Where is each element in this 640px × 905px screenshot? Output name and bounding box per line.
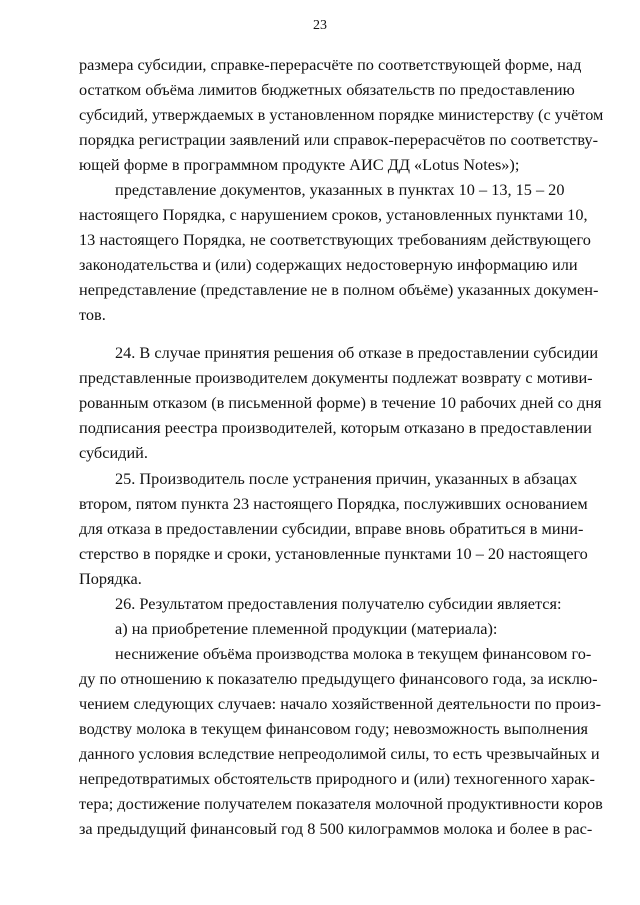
paragraph-25-26-results xyxy=(79,466,603,841)
text-line: чением следующих случаев: начало хозяйственной деятельности по произ- xyxy=(79,694,602,713)
text-line: настоящего Порядка, с нарушением сроков, установленных пунктами 10, xyxy=(79,205,588,224)
text-line: водству молока в текущем финансовом году; невозможность выполнения xyxy=(79,719,589,738)
text-line: данного условия вследствие непреодолимой силы, то есть чрезвычайных и xyxy=(79,744,600,763)
text-line: неснижение объёма производства молока в текущем финансовом го- xyxy=(115,644,592,663)
text-line: остатком объёма лимитов бюджетных обязательств по предоставлению xyxy=(79,80,575,99)
paragraph-subsidy-limits xyxy=(79,52,604,177)
text-line: субсидий, утверждаемых в установленном порядке министерству (с учётом xyxy=(79,105,604,124)
text-line: непредотвратимых обстоятельств природного и (или) техногенного харак- xyxy=(79,769,595,788)
text-line: порядка регистрации заявлений или справок-перерасчётов по соответству- xyxy=(79,130,599,149)
text-line: втором, пятом пункта 23 настоящего Порядка, послуживших основанием xyxy=(79,494,588,513)
text-line: представленные производителем документы подлежат возврату с мотиви- xyxy=(79,368,593,387)
paragraph-document-violations xyxy=(79,177,599,327)
text-line: размера субсидии, справке-перерасчёте по соответствующей форме, над xyxy=(79,55,582,74)
text-line: тера; достижение получателем показателя молочной продуктивности коров xyxy=(79,794,603,813)
text-line: за предыдущий финансовый год 8 500 килограммов молока и более в рас- xyxy=(79,819,593,838)
paragraph-24-refusal-return xyxy=(79,340,602,465)
text-line: 26. Результатом предоставления получателю субсидии является: xyxy=(115,594,562,613)
text-line: 25. Производитель после устранения причин, указанных в абзацах xyxy=(115,469,578,488)
text-line: подписания реестра производителей, которым отказано в предоставлении xyxy=(79,418,592,437)
text-line: Порядка. xyxy=(79,569,142,588)
text-line: для отказа в предоставлении субсидии, вправе вновь обратиться в мини- xyxy=(79,519,584,538)
text-line: 24. В случае принятия решения об отказе в предоставлении субсидии xyxy=(115,343,599,362)
text-line: ющей форме в программном продукте АИС ДД «Lotus Notes»); xyxy=(79,155,520,174)
text-line: субсидий. xyxy=(79,443,148,462)
text-line: а) на приобретение племенной продукции (материала): xyxy=(115,619,498,638)
text-line: законодательства и (или) содержащих недостоверную информацию или xyxy=(79,255,578,274)
page-number: 23 xyxy=(313,18,327,33)
text-line: 13 настоящего Порядка, не соответствующих требованиям действующего xyxy=(79,230,591,249)
text-line: ду по отношению к показателю предыдущего финансового года, за исклю- xyxy=(79,669,598,688)
text-line: стерство в порядке и сроки, установленные пунктами 10 – 20 настоящего xyxy=(79,544,588,563)
text-line: представление документов, указанных в пунктах 10 – 13, 15 – 20 xyxy=(115,180,565,199)
text-line: тов. xyxy=(79,305,106,324)
text-line: рованным отказом (в письменной форме) в течение 10 рабочих дней со дня xyxy=(79,393,602,412)
text-line: непредставление (представление не в полном объёме) указанных докумен- xyxy=(79,280,599,299)
